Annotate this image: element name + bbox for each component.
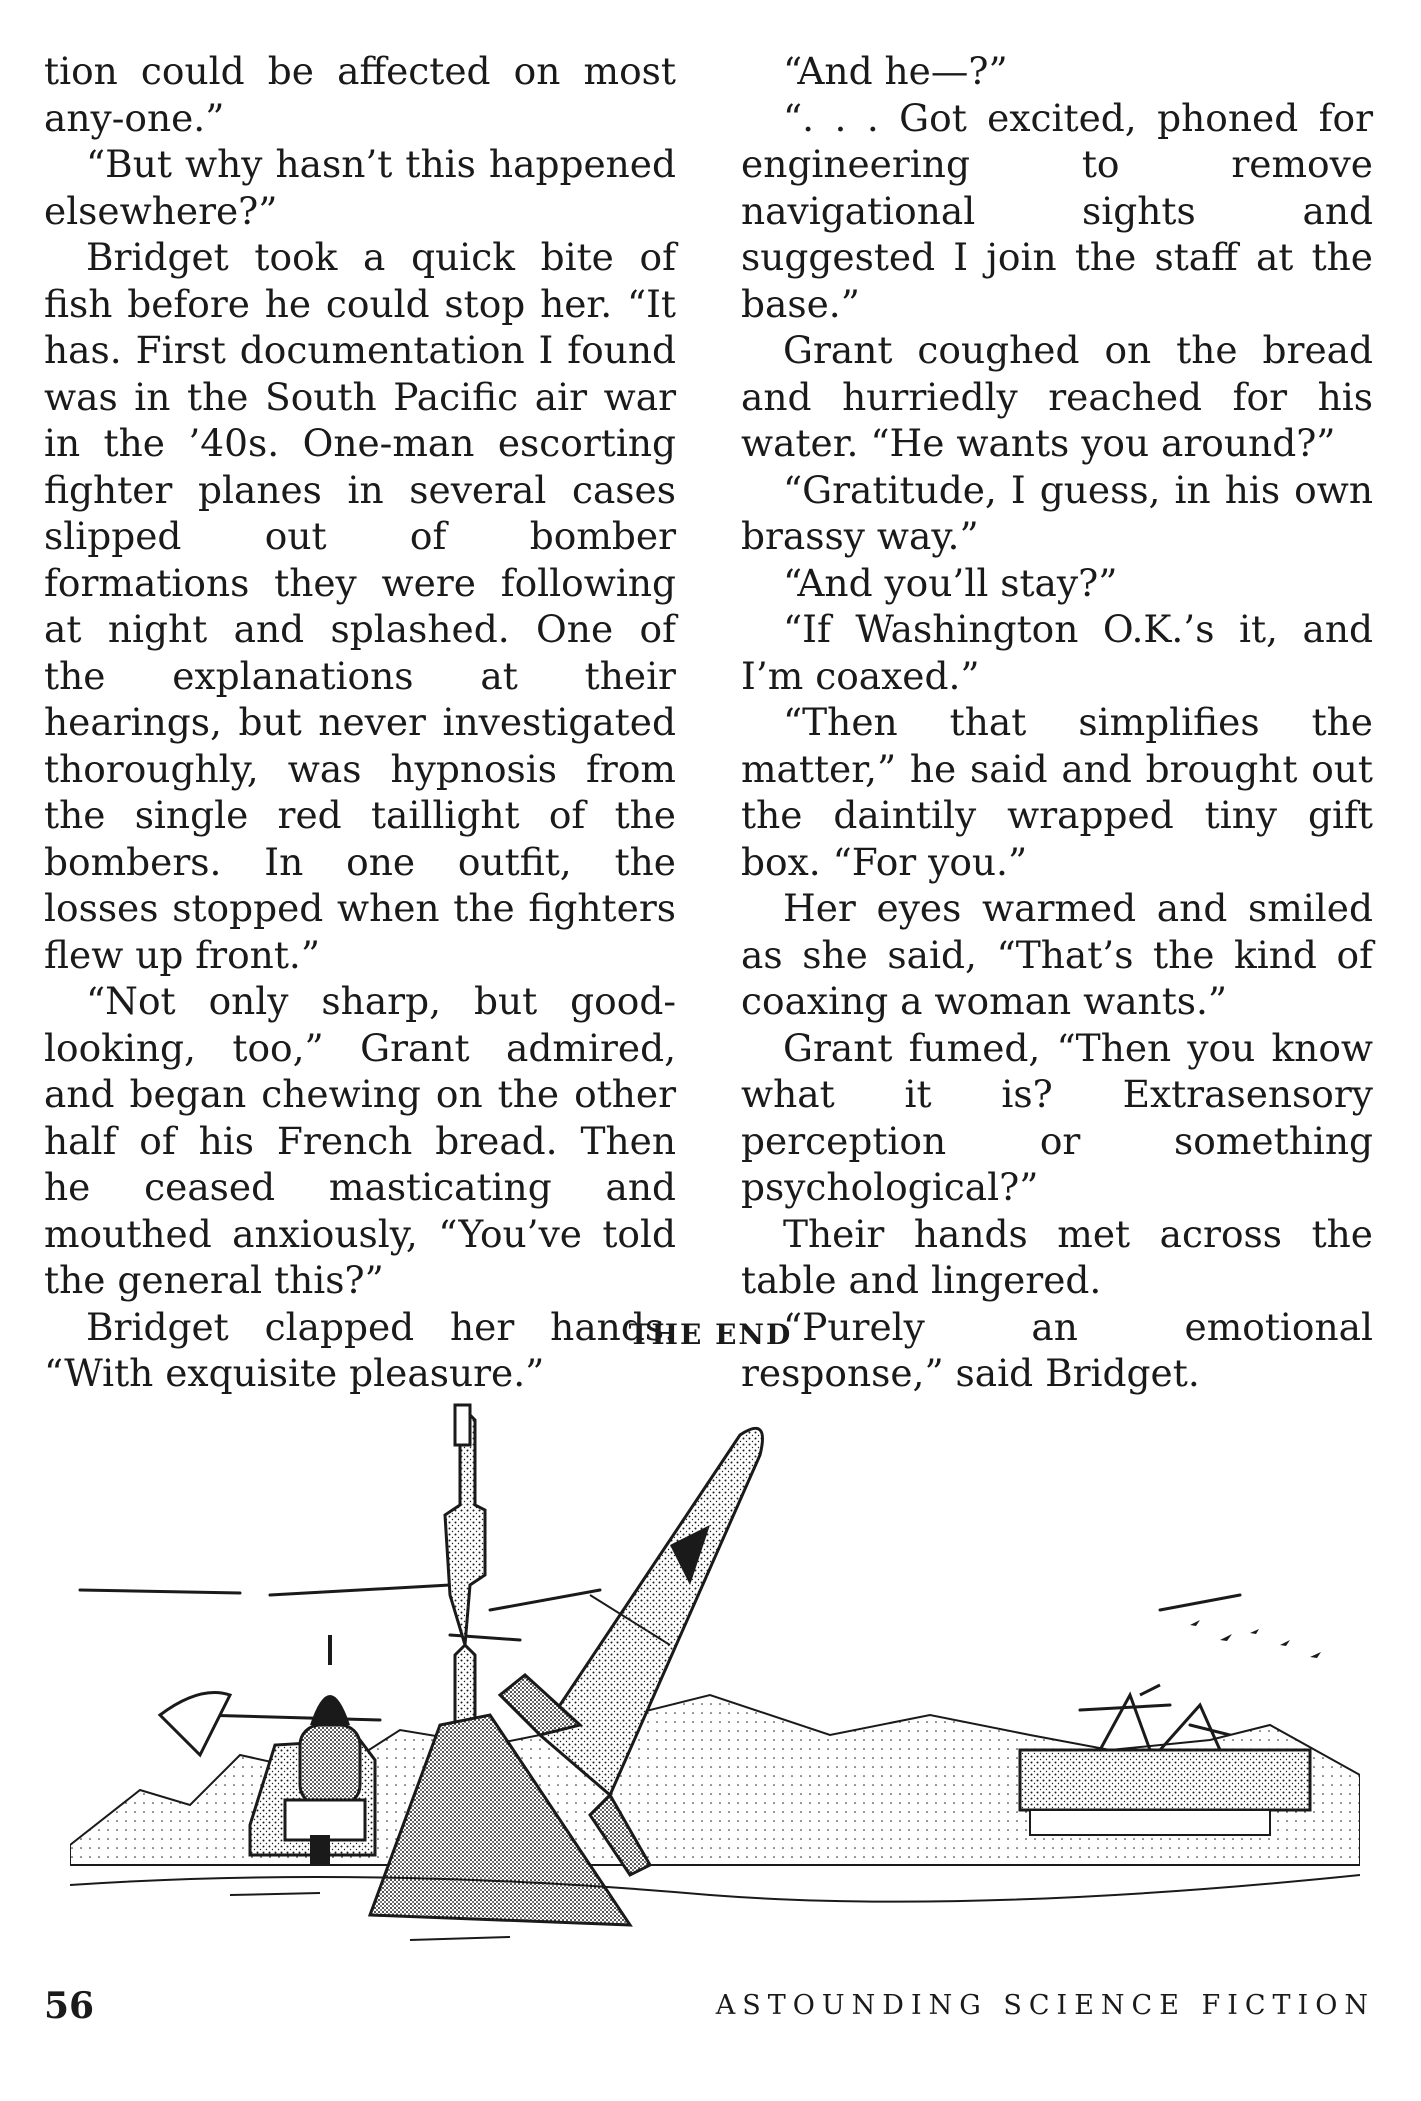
radar-dish (160, 1693, 230, 1756)
launch-tower (445, 1405, 485, 1725)
paragraph: “But why hasn’t this happened elsewhere?” (44, 142, 676, 233)
paragraph: “And he—?” (783, 49, 1008, 93)
text-column-right (741, 48, 1373, 1397)
paragraph: “. . . Got excited, phoned for engineering to remove navigational sights and suggested I join the staff at the base.” (741, 95, 1373, 326)
paragraph: “Then that simplifies the matter,” he said and brought out the daintily wrapped tiny gift box. “For you.” (741, 700, 1373, 884)
paragraph: Their hands met across the table and lingered. (741, 1211, 1373, 1302)
paragraph: “And you’ll stay?” (783, 560, 1118, 605)
right-station (1020, 1685, 1310, 1835)
paragraph: Grant fumed, “Then you know what it is? Extrasensory perception or something psychological?” (741, 1025, 1373, 1209)
paragraph: “Gratitude, I guess, in his own brassy way.” (741, 467, 1373, 558)
page-number: 56 (44, 1985, 95, 2027)
the-end-heading: THE END (628, 1318, 793, 1351)
paragraph: “Not only sharp, but good-looking, too,” Grant admired, and began chewing on the other half of his French bread. Then he ceased masticating and mouthed anxiously, “You’ve told the general this?” (44, 979, 676, 1302)
paragraph: Bridget clapped her hands. “With exquisite pleasure.” (44, 1304, 676, 1395)
ground (70, 1875, 1360, 1902)
paragraph: “Purely an emotional response,” said Bridget. (741, 1304, 1373, 1395)
rocket-base-illustration (70, 1395, 1360, 1950)
control-building (250, 1635, 375, 1865)
paragraph: Bridget took a quick bite of fish before he could stop her. “It has. First documentation I found was in the South Pacific air war in the ’40s. One-man escorting fighter planes in several cases slipped out of bomber formations they were following at night and splashed. One of the explanations at their hearings, but never investigated thoroughly, was hypnosis from the single red taillight of the bombers. In one outfit, the losses stopped when the fighters flew up front.” (44, 235, 676, 977)
text-column-left (44, 48, 676, 1397)
paragraph: Grant coughed on the bread and hurriedly reached for his water. “He wants you around?” (741, 328, 1373, 465)
paragraph: Her eyes warmed and smiled as she said, “That’s the kind of coaxing a woman wants.” (741, 886, 1373, 1023)
birds (1190, 1620, 1321, 1658)
paragraph: “If Washington O.K.’s it, and I’m coaxed.” (741, 607, 1373, 698)
magazine-title: ASTOUNDING SCIENCE FICTION (715, 1990, 1375, 2021)
paragraph: tion could be affected on most any-one.” (44, 49, 676, 140)
